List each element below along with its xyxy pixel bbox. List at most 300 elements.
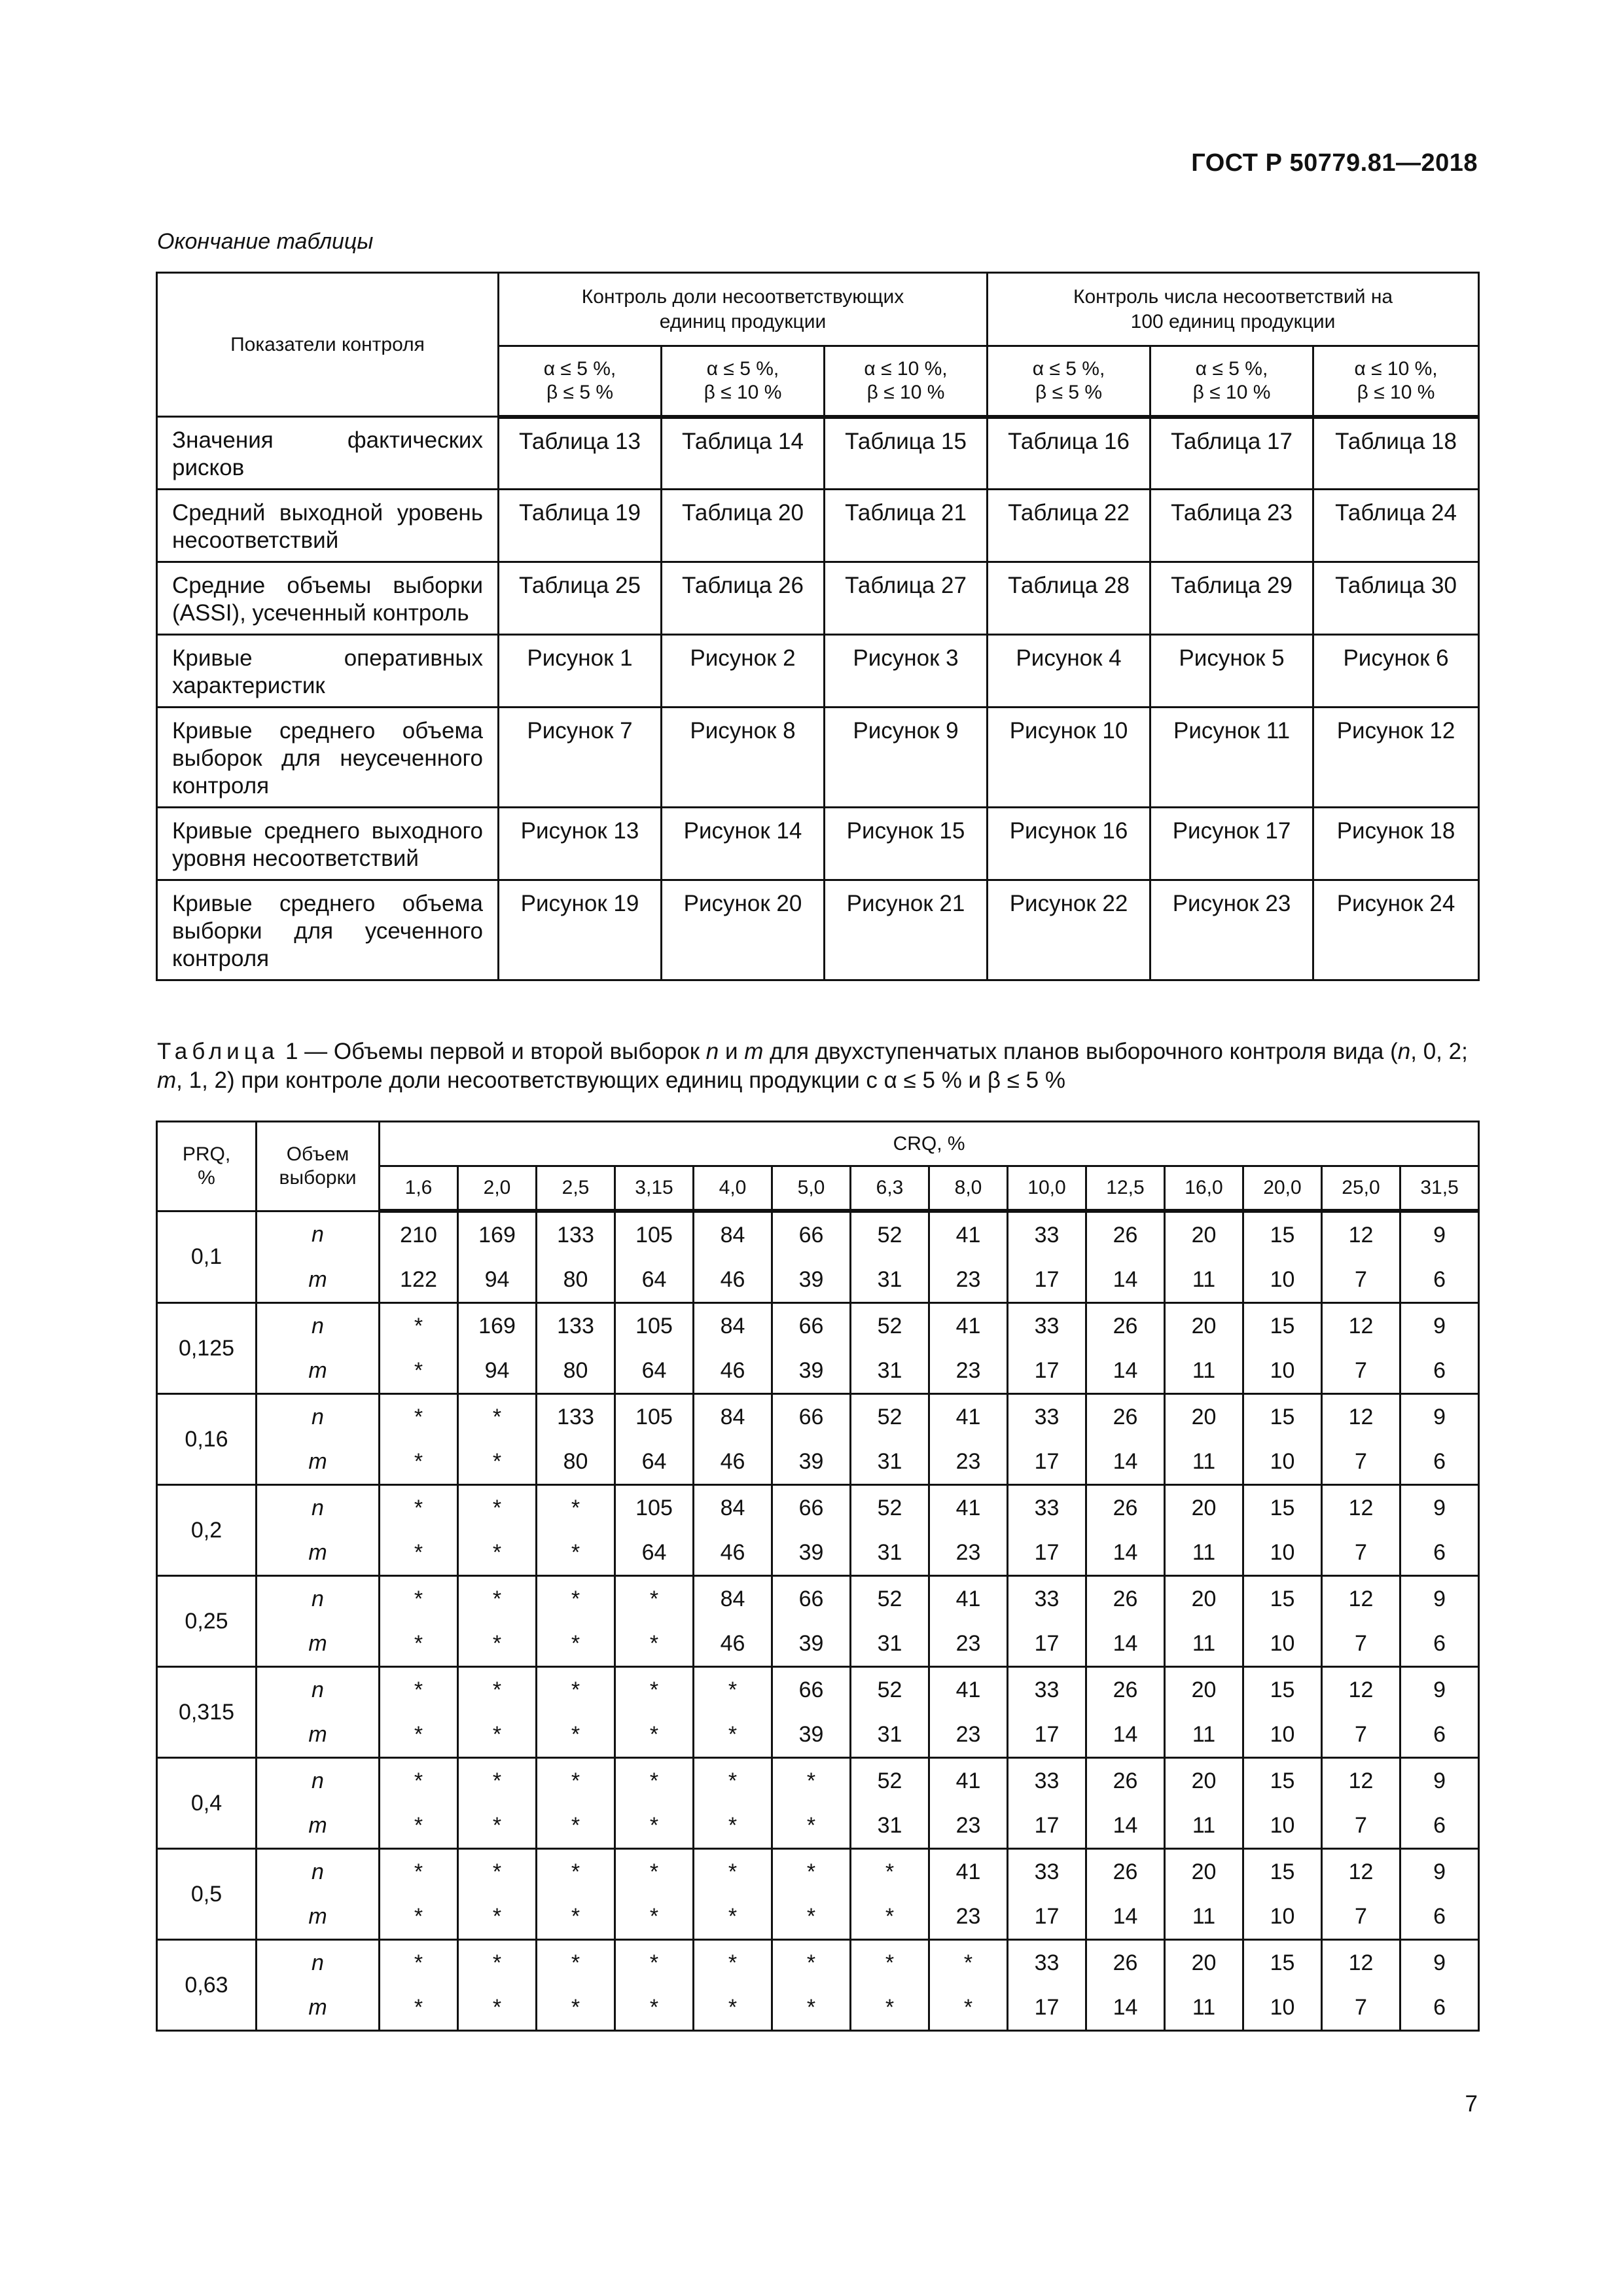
reference-cell: Рисунок 22 (988, 880, 1150, 980)
value-cell: 12 (1322, 1303, 1400, 1349)
value-cell: 11 (1165, 1803, 1243, 1849)
value-cell: 52 (851, 1303, 929, 1349)
value-cell: * (458, 1621, 537, 1667)
value-cell: 39 (772, 1621, 851, 1667)
reference-cell: Рисунок 15 (825, 808, 988, 880)
value-cell: 17 (1008, 1621, 1086, 1667)
risk-subheader: α ≤ 5 %, β ≤ 10 % (662, 346, 825, 417)
value-cell: 12 (1322, 1576, 1400, 1622)
prq-cell: 0,315 (157, 1667, 257, 1758)
value-cell: 64 (615, 1439, 694, 1485)
value-cell: 11 (1165, 1894, 1243, 1940)
prq-cell: 0,125 (157, 1303, 257, 1394)
value-cell: 15 (1243, 1758, 1322, 1804)
value-cell: 66 (772, 1485, 851, 1531)
sample-variable-cell: m (257, 1530, 380, 1576)
value-cell: 33 (1008, 1485, 1086, 1531)
value-cell: 23 (929, 1621, 1008, 1667)
value-cell: 20 (1165, 1667, 1243, 1713)
value-cell: 7 (1322, 1803, 1400, 1849)
value-cell: 26 (1086, 1303, 1165, 1349)
value-cell: 52 (851, 1667, 929, 1713)
prq-cell: 0,16 (157, 1394, 257, 1485)
value-cell: * (537, 1894, 615, 1940)
indicator-label: Кривые оперативных характеристик (157, 635, 499, 708)
reference-cell: Рисунок 9 (825, 708, 988, 808)
value-cell: 10 (1243, 1985, 1322, 2031)
value-cell: * (615, 1621, 694, 1667)
risk-subheader: α ≤ 10 %, β ≤ 10 % (825, 346, 988, 417)
value-cell: 12 (1322, 1849, 1400, 1895)
crq-value-header: 12,5 (1086, 1166, 1165, 1211)
value-cell: * (380, 1530, 458, 1576)
value-cell: 14 (1086, 1712, 1165, 1758)
value-cell: * (380, 1485, 458, 1531)
reference-cell: Таблица 30 (1313, 562, 1479, 635)
value-cell: 46 (694, 1621, 772, 1667)
value-cell: * (380, 1940, 458, 1986)
value-cell: 66 (772, 1667, 851, 1713)
value-cell: 11 (1165, 1712, 1243, 1758)
reference-cell: Рисунок 16 (988, 808, 1150, 880)
value-cell: 39 (772, 1530, 851, 1576)
value-cell: 20 (1165, 1576, 1243, 1622)
sample-variable-cell: m (257, 1803, 380, 1849)
value-cell: 9 (1400, 1758, 1479, 1804)
risk-subheader: α ≤ 10 %, β ≤ 10 % (1313, 346, 1479, 417)
value-cell: * (851, 1894, 929, 1940)
value-cell: * (537, 1940, 615, 1986)
table-row (157, 1894, 1479, 1940)
value-cell: 52 (851, 1211, 929, 1257)
value-cell: 14 (1086, 1439, 1165, 1485)
value-cell: 17 (1008, 1803, 1086, 1849)
value-cell: 84 (694, 1485, 772, 1531)
value-cell: * (537, 1576, 615, 1622)
value-cell: * (851, 1940, 929, 1986)
value-cell: 41 (929, 1485, 1008, 1531)
value-cell: * (458, 1985, 537, 2031)
sample-variable-cell: m (257, 1348, 380, 1394)
reference-cell: Рисунок 19 (499, 880, 662, 980)
value-cell: 9 (1400, 1576, 1479, 1622)
table-row (157, 1803, 1479, 1849)
reference-cell: Рисунок 12 (1313, 708, 1479, 808)
sample-variable-cell: n (257, 1940, 380, 1986)
value-cell: 66 (772, 1303, 851, 1349)
value-cell: 31 (851, 1257, 929, 1303)
value-cell: * (380, 1667, 458, 1713)
reference-cell: Рисунок 10 (988, 708, 1150, 808)
value-cell: * (537, 1985, 615, 2031)
group-header: Контроль числа несоответствий на 100 единиц продукции (988, 273, 1479, 346)
reference-cell: Рисунок 23 (1150, 880, 1313, 980)
value-cell: 84 (694, 1576, 772, 1622)
value-cell: 11 (1165, 1621, 1243, 1667)
value-cell: * (380, 1758, 458, 1804)
value-cell: 105 (615, 1394, 694, 1440)
value-cell: * (458, 1530, 537, 1576)
value-cell: 84 (694, 1303, 772, 1349)
value-cell: * (615, 1940, 694, 1986)
reference-cell: Таблица 17 (1150, 417, 1313, 490)
value-cell: 23 (929, 1894, 1008, 1940)
value-cell: 14 (1086, 1985, 1165, 2031)
crq-value-header: 20,0 (1243, 1166, 1322, 1211)
group-header: Контроль доли несоответствующих единиц продукции (499, 273, 988, 346)
risk-subheader: α ≤ 5 %, β ≤ 5 % (988, 346, 1150, 417)
value-cell: 80 (537, 1257, 615, 1303)
crq-value-header: 25,0 (1322, 1166, 1400, 1211)
reference-cell: Таблица 22 (988, 490, 1150, 562)
value-cell: * (380, 1621, 458, 1667)
value-cell: * (458, 1712, 537, 1758)
table-row (157, 1940, 1479, 1986)
indicator-label: Кривые среднего объема выборок для неусеченного контроля (157, 708, 499, 808)
value-cell: 52 (851, 1758, 929, 1804)
value-cell: * (615, 1576, 694, 1622)
reference-cell: Таблица 16 (988, 417, 1150, 490)
value-cell: 26 (1086, 1485, 1165, 1531)
value-cell: 7 (1322, 1985, 1400, 2031)
value-cell: 7 (1322, 1439, 1400, 1485)
value-cell: * (380, 1576, 458, 1622)
risk-subheader: α ≤ 5 %, β ≤ 5 % (499, 346, 662, 417)
value-cell: 31 (851, 1712, 929, 1758)
value-cell: 10 (1243, 1439, 1322, 1485)
reference-cell: Рисунок 1 (499, 635, 662, 708)
value-cell: * (458, 1803, 537, 1849)
value-cell: 14 (1086, 1348, 1165, 1394)
sample-variable-cell: m (257, 1894, 380, 1940)
value-cell: * (615, 1758, 694, 1804)
value-cell: 20 (1165, 1758, 1243, 1804)
value-cell: 84 (694, 1394, 772, 1440)
value-cell: * (772, 1985, 851, 2031)
value-cell: 52 (851, 1485, 929, 1531)
reference-cell: Таблица 20 (662, 490, 825, 562)
table-row (157, 635, 1479, 708)
value-cell: 11 (1165, 1348, 1243, 1394)
crq-value-header: 16,0 (1165, 1166, 1243, 1211)
value-cell: 15 (1243, 1394, 1322, 1440)
value-cell: 133 (537, 1394, 615, 1440)
value-cell: 23 (929, 1257, 1008, 1303)
table-row (157, 1712, 1479, 1758)
sample-size-header: Объем выборки (257, 1122, 380, 1211)
value-cell: 10 (1243, 1712, 1322, 1758)
document-code: ГОСТ Р 50779.81—2018 (1191, 149, 1478, 177)
value-cell: * (380, 1712, 458, 1758)
value-cell: 10 (1243, 1803, 1322, 1849)
reference-cell: Рисунок 24 (1313, 880, 1479, 980)
value-cell: * (615, 1803, 694, 1849)
value-cell: 64 (615, 1257, 694, 1303)
indicator-label: Кривые среднего объема выборки для усеченного контроля (157, 880, 499, 980)
reference-cell: Рисунок 8 (662, 708, 825, 808)
value-cell: * (380, 1803, 458, 1849)
value-cell: 15 (1243, 1211, 1322, 1257)
value-cell: 9 (1400, 1394, 1479, 1440)
value-cell: * (615, 1849, 694, 1895)
control-indicators-table (156, 272, 1480, 981)
prq-cell: 0,2 (157, 1485, 257, 1576)
value-cell: 33 (1008, 1667, 1086, 1713)
value-cell: 7 (1322, 1894, 1400, 1940)
prq-cell: 0,4 (157, 1758, 257, 1849)
continuation-title: Окончание таблицы (157, 229, 374, 254)
value-cell: 26 (1086, 1849, 1165, 1895)
value-cell: * (772, 1849, 851, 1895)
value-cell: 17 (1008, 1439, 1086, 1485)
value-cell: 23 (929, 1803, 1008, 1849)
value-cell: 17 (1008, 1894, 1086, 1940)
table-row (157, 417, 1479, 490)
value-cell: * (694, 1940, 772, 1986)
value-cell: 10 (1243, 1348, 1322, 1394)
value-cell: * (458, 1576, 537, 1622)
value-cell: 9 (1400, 1485, 1479, 1531)
table-row (157, 562, 1479, 635)
value-cell: * (380, 1348, 458, 1394)
value-cell: 20 (1165, 1394, 1243, 1440)
value-cell: * (772, 1758, 851, 1804)
value-cell: 122 (380, 1257, 458, 1303)
value-cell: 17 (1008, 1985, 1086, 2031)
reference-cell: Рисунок 6 (1313, 635, 1479, 708)
crq-value-header: 1,6 (380, 1166, 458, 1211)
value-cell: * (772, 1894, 851, 1940)
reference-cell: Рисунок 20 (662, 880, 825, 980)
value-cell: * (851, 1849, 929, 1895)
risk-subheader: α ≤ 5 %, β ≤ 10 % (1150, 346, 1313, 417)
value-cell: * (615, 1712, 694, 1758)
reference-cell: Рисунок 14 (662, 808, 825, 880)
value-cell: 133 (537, 1303, 615, 1349)
value-cell: 26 (1086, 1940, 1165, 1986)
sample-variable-cell: m (257, 1985, 380, 2031)
value-cell: 46 (694, 1439, 772, 1485)
value-cell: * (380, 1439, 458, 1485)
value-cell: 15 (1243, 1940, 1322, 1986)
value-cell: * (772, 1940, 851, 1986)
reference-cell: Таблица 26 (662, 562, 825, 635)
value-cell: * (694, 1667, 772, 1713)
value-cell: * (458, 1394, 537, 1440)
crq-value-header: 2,0 (458, 1166, 537, 1211)
value-cell: 6 (1400, 1985, 1479, 2031)
value-cell: 11 (1165, 1530, 1243, 1576)
value-cell: 6 (1400, 1439, 1479, 1485)
value-cell: 14 (1086, 1894, 1165, 1940)
value-cell: 6 (1400, 1530, 1479, 1576)
value-cell: 33 (1008, 1576, 1086, 1622)
sample-sizes-table (156, 1121, 1480, 2032)
crq-value-header: 6,3 (851, 1166, 929, 1211)
prq-cell: 0,5 (157, 1849, 257, 1940)
value-cell: * (458, 1667, 537, 1713)
sample-variable-cell: n (257, 1394, 380, 1440)
value-cell: 169 (458, 1211, 537, 1257)
value-cell: 84 (694, 1211, 772, 1257)
table-row (157, 1576, 1479, 1622)
value-cell: 23 (929, 1439, 1008, 1485)
value-cell: 66 (772, 1576, 851, 1622)
value-cell: 11 (1165, 1257, 1243, 1303)
value-cell: 20 (1165, 1211, 1243, 1257)
value-cell: * (537, 1849, 615, 1895)
value-cell: 15 (1243, 1303, 1322, 1349)
sample-variable-cell: m (257, 1712, 380, 1758)
sample-variable-cell: n (257, 1211, 380, 1257)
crq-value-header: 5,0 (772, 1166, 851, 1211)
value-cell: * (458, 1439, 537, 1485)
value-cell: 14 (1086, 1621, 1165, 1667)
indicator-label: Кривые среднего выходного уровня несоответствий (157, 808, 499, 880)
table-row (157, 1758, 1479, 1804)
sample-variable-cell: n (257, 1485, 380, 1531)
value-cell: 14 (1086, 1530, 1165, 1576)
value-cell: 12 (1322, 1758, 1400, 1804)
value-cell: * (851, 1985, 929, 2031)
reference-cell: Рисунок 21 (825, 880, 988, 980)
value-cell: * (929, 1985, 1008, 2031)
value-cell: 52 (851, 1576, 929, 1622)
crq-value-header: 10,0 (1008, 1166, 1086, 1211)
value-cell: 15 (1243, 1849, 1322, 1895)
value-cell: 9 (1400, 1849, 1479, 1895)
table-row (157, 1211, 1479, 1257)
value-cell: 17 (1008, 1530, 1086, 1576)
table-row (157, 490, 1479, 562)
table-row (157, 808, 1479, 880)
value-cell: 39 (772, 1439, 851, 1485)
value-cell: * (615, 1667, 694, 1713)
value-cell: 9 (1400, 1667, 1479, 1713)
value-cell: * (694, 1803, 772, 1849)
value-cell: 12 (1322, 1940, 1400, 1986)
value-cell: 46 (694, 1348, 772, 1394)
table-row (157, 1985, 1479, 2031)
value-cell: 105 (615, 1303, 694, 1349)
table-row (157, 1348, 1479, 1394)
value-cell: 9 (1400, 1303, 1479, 1349)
value-cell: 41 (929, 1394, 1008, 1440)
reference-cell: Рисунок 2 (662, 635, 825, 708)
value-cell: * (537, 1530, 615, 1576)
value-cell: 6 (1400, 1257, 1479, 1303)
caption-number: 1 (285, 1039, 298, 1064)
value-cell: 133 (537, 1211, 615, 1257)
value-cell: 105 (615, 1485, 694, 1531)
value-cell: 17 (1008, 1712, 1086, 1758)
value-cell: * (458, 1758, 537, 1804)
value-cell: 6 (1400, 1712, 1479, 1758)
value-cell: 64 (615, 1530, 694, 1576)
indicator-label: Средние объемы выборки (ASSI), усеченный контроль (157, 562, 499, 635)
value-cell: 17 (1008, 1348, 1086, 1394)
sample-variable-cell: m (257, 1439, 380, 1485)
table-row (157, 1394, 1479, 1440)
value-cell: 33 (1008, 1303, 1086, 1349)
reference-cell: Таблица 15 (825, 417, 988, 490)
crq-header: CRQ, % (380, 1122, 1479, 1166)
value-cell: * (380, 1303, 458, 1349)
reference-cell: Таблица 13 (499, 417, 662, 490)
value-cell: 41 (929, 1758, 1008, 1804)
value-cell: 7 (1322, 1712, 1400, 1758)
value-cell: 6 (1400, 1348, 1479, 1394)
value-cell: 12 (1322, 1211, 1400, 1257)
table-caption: Таблица 1 — Объемы первой и второй выборок n и m для двухступенчатых планов выборочного контроля вида (n, 0, 2; m, 1, 2) при контроле доли несоответствующих единиц продукции с α ≤ 5 % и β ≤ 5 % (157, 1039, 1468, 1093)
indicator-label: Значения фактических рисков (157, 417, 499, 490)
value-cell: 14 (1086, 1803, 1165, 1849)
value-cell: * (537, 1803, 615, 1849)
value-cell: * (380, 1985, 458, 2031)
value-cell: 31 (851, 1348, 929, 1394)
value-cell: 52 (851, 1394, 929, 1440)
value-cell: 9 (1400, 1940, 1479, 1986)
table-row (157, 1257, 1479, 1303)
value-cell: 6 (1400, 1894, 1479, 1940)
value-cell: 33 (1008, 1758, 1086, 1804)
value-cell: 26 (1086, 1211, 1165, 1257)
value-cell: * (694, 1894, 772, 1940)
value-cell: 33 (1008, 1394, 1086, 1440)
value-cell: * (537, 1758, 615, 1804)
value-cell: 26 (1086, 1394, 1165, 1440)
crq-value-header: 8,0 (929, 1166, 1008, 1211)
value-cell: 210 (380, 1211, 458, 1257)
value-cell: 33 (1008, 1849, 1086, 1895)
reference-cell: Таблица 29 (1150, 562, 1313, 635)
value-cell: * (537, 1621, 615, 1667)
value-cell: 46 (694, 1257, 772, 1303)
value-cell: 66 (772, 1211, 851, 1257)
crq-value-header: 3,15 (615, 1166, 694, 1211)
reference-cell: Рисунок 13 (499, 808, 662, 880)
table-row (157, 1849, 1479, 1895)
reference-cell: Рисунок 4 (988, 635, 1150, 708)
value-cell: 6 (1400, 1803, 1479, 1849)
value-cell: 15 (1243, 1667, 1322, 1713)
reference-cell: Рисунок 3 (825, 635, 988, 708)
value-cell: 41 (929, 1667, 1008, 1713)
value-cell: * (694, 1712, 772, 1758)
value-cell: 17 (1008, 1257, 1086, 1303)
table-row (157, 880, 1479, 980)
sample-variable-cell: m (257, 1621, 380, 1667)
value-cell: * (458, 1849, 537, 1895)
value-cell: 7 (1322, 1621, 1400, 1667)
value-cell: 20 (1165, 1485, 1243, 1531)
value-cell: * (458, 1940, 537, 1986)
value-cell: 31 (851, 1803, 929, 1849)
reference-cell: Таблица 25 (499, 562, 662, 635)
table-row (157, 708, 1479, 808)
value-cell: * (537, 1712, 615, 1758)
prq-header: PRQ, % (157, 1122, 257, 1211)
value-cell: 26 (1086, 1758, 1165, 1804)
sample-variable-cell: n (257, 1303, 380, 1349)
value-cell: 31 (851, 1439, 929, 1485)
value-cell: * (380, 1894, 458, 1940)
value-cell: 6 (1400, 1621, 1479, 1667)
corner-header: Показатели контроля (157, 273, 499, 417)
value-cell: 12 (1322, 1667, 1400, 1713)
sample-variable-cell: m (257, 1257, 380, 1303)
value-cell: 15 (1243, 1576, 1322, 1622)
